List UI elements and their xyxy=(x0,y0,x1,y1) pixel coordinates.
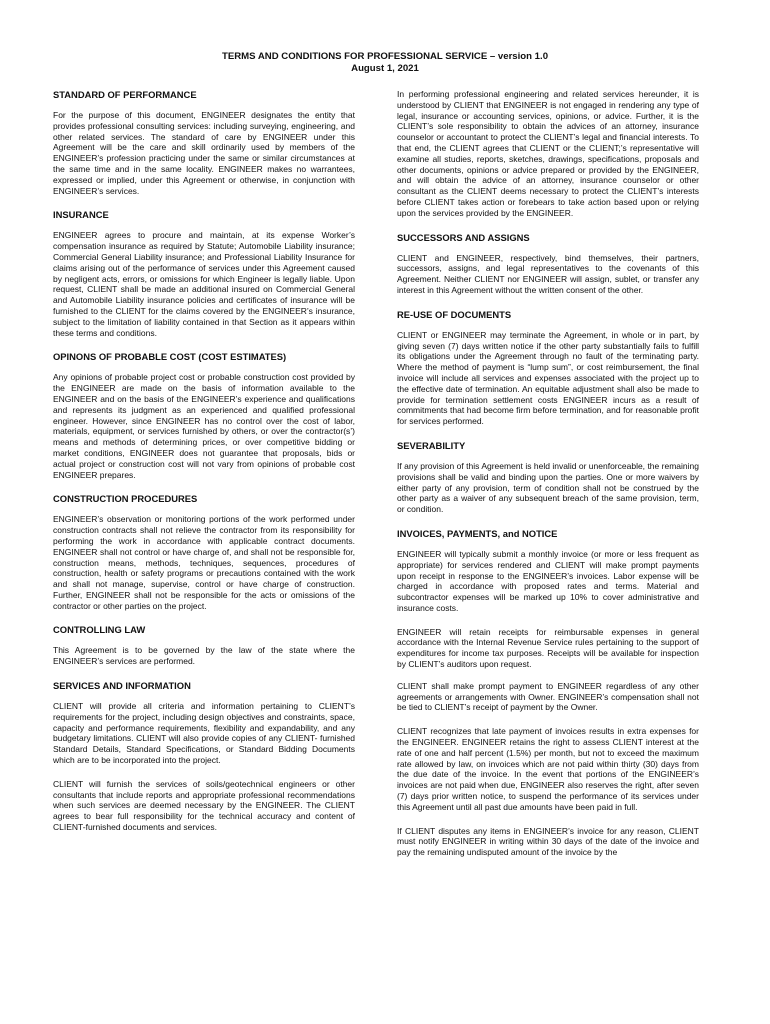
paragraph-cost-estimates: Any opinions of probable project cost or probable construction cost provided by the ENGINEER are made on the basis of information available to the ENGINEER and on the basis of the ENGINEER’s experience and qualifications and represents its judgment as an experienced and qualified professional engineer. However, since ENGINEER has no control over the cost of labor, materials, equipment, or services furnished by others, or over the contractor(s’) means and methods of determining prices, or over competitive bidding or market conditions, ENGINEER does not guarantee that proposals, bids or actual project or construction cost will not vary from opinions of probable cost ENGINEER prepares. xyxy=(53,372,355,480)
left-column xyxy=(53,89,355,846)
paragraph-construction-procedures: ENGINEER’s observation or monitoring portions of the work performed under construction contracts shall not relieve the contractor from its responsibility for performing the work in accordance with applicable contract documents. ENGINEER shall not control or have charge of, and shall not be responsible for, construction means, methods, techniques, sequences, procedures of construction, health or safety programs or precautions contained with the work and shall not manage, supervise, control or have charge of construction. Further, ENGINEER shall not be responsible for the acts or omissions of the contractor or other parties on the project. xyxy=(53,514,355,611)
paragraph-standard-of-performance: For the purpose of this document, ENGINEER designates the entity that provides professional consulting services: including surveying, engineering, and other related services. The standard of care by ENGINEER under this Agreement will be the care and skill ordinarily used by members of the ENGINEER’s profession practicing under the same or similar circumstances at the same time and in the same locality. ENGINEER makes no warrantees, expressed or implied, under this Agreement or otherwise, in conjunction with ENGINEER’s services. xyxy=(53,110,355,196)
paragraph-invoices-2: ENGINEER will retain receipts for reimbursable expenses in general accordance with the Internal Revenue Service rules pertaining to the support of expenditures for income tax purposes. Receipts will be available for inspection by CLIENT’s auditors upon request. xyxy=(397,626,699,670)
section-heading-services-and-information: SERVICES AND INFORMATION xyxy=(53,680,191,692)
section-heading-controlling-law: CONTROLLING LAW xyxy=(53,624,146,636)
paragraph-insurance: ENGINEER agrees to procure and maintain, at its expense Worker’s compensation insurance as required by Statute; Automobile Liability insurance; Commercial General Liability insurance; and Professional Liability Insurance for claims arising out of the performance of services under this Agreement caused by negligent acts, errors, or omissions for which Engineer is legally liable. Upon request, CLIENT shall be made an additional insured on Commercial General and Automobile Liability insurance policies and certificates of insurance will be furnished to the CLIENT for the claims covered by the ENGINEER’s insurance, subject to the limitation of liability contained in that Section as it appears within these terms and conditions. xyxy=(53,230,355,338)
section-heading-severability: SEVERABILITY xyxy=(397,439,466,451)
section-heading-standard-of-performance: STANDARD OF PERFORMANCE xyxy=(53,89,197,100)
section-heading-re-use-of-documents: RE-USE OF DOCUMENTS xyxy=(397,308,512,320)
paragraph-services-and-information-2: CLIENT will furnish the services of soils/geotechnical engineers or other consultants that include reports and appropriate professional recommendations when such services are deemed necessary by the ENGINEER. The CLIENT agrees to bear full responsibility for the technical accuracy and content of CLIENT-furnished documents and services. xyxy=(53,778,355,833)
paragraph-controlling-law: This Agreement is to be governed by the law of the state where the ENGINEER’s services are performed. xyxy=(53,645,355,667)
section-heading-insurance: INSURANCE xyxy=(53,209,109,221)
paragraph-legal-advice: In performing professional engineering and related services hereunder, it is understood by CLIENT that ENGINEER is not engaged in rendering any type of legal, insurance or accounting services, opinions, or advice. Further, it is the CLIENT’s sole responsibility to obtain the advices of an attorney, insurance counselor or accountant to protect the CLIENT’s legal and financial interests. To that end, the CLIENT agrees that CLIENT or the CLIENT;’s representative will examine all studies, reports, sketches, drawings, specifications, proposals and other documents, opinions or advice prepared or provided by the ENGINEER, and will obtain the advice of an attorney, insurance counselor or other consultant as the CLIENT deems necessary to protect the CLIENT’s interests before CLIENT takes action or forebears to take action based upon or relying upon the services provided by the ENGINEER. xyxy=(397,89,699,218)
paragraph-invoices-4: CLIENT recognizes that late payment of invoices results in extra expenses for the ENGINEER. ENGINEER retains the right to assess CLIENT interest at the rate of one and half percent (1.5%) per month, but not to exceed the maximum rate allowed by law, on invoices which are not paid within thirty (30) days from the due date of the invoice. In the event that portions of the ENGINEER’s invoices are not paid when due, ENGINEER also reserves the right, after seven (7) days prior written notice, to suspend the performance of its services under this Agreement until all past due amounts have been paid in full. xyxy=(397,726,699,812)
section-heading-construction-procedures: CONSTRUCTION PROCEDURES xyxy=(53,493,198,505)
document-header xyxy=(0,51,770,75)
document-title: TERMS AND CONDITIONS FOR PROFESSIONAL SERVICE – version 1.0 xyxy=(221,51,549,62)
section-heading-successors-and-assigns: SUCCESSORS AND ASSIGNS xyxy=(397,231,530,243)
paragraph-invoices-1: ENGINEER will typically submit a monthly invoice (or more or less frequent as appropriate) for services rendered and CLIENT will make prompt payments upon receipt in response to the ENGINEER’s invoices. Labor expense will be charged in accordance with proposed rates and terms. Material and subcontractor expenses will be marked up 10% to cover administrative and insurance costs. xyxy=(397,548,699,613)
paragraph-services-and-information-1: CLIENT will provide all criteria and information pertaining to CLIENT’s requirements for the project, including design objectives and constraints, space, capacity and performance requirements, flexibility and expandability, and any budgetary limitations. CLIENT will also provide copies of any CLIENT- furnished Standard Details, Standard Specifications, or Standard Bidding Documents which are to be incorporated into the project. xyxy=(53,701,355,766)
right-column xyxy=(397,89,699,871)
paragraph-re-use-of-documents: CLIENT or ENGINEER may terminate the Agreement, in whole or in part, by giving seven (7) days written notice if the other party substantially fails to fulfill its obligations under the Agreement through no fault of the terminating party. Where the method of payment is “lump sum”, or cost reimbursement, the final invoice will include all services and expenses associated with the project up to the effective date of termination. An equitable adjustment shall also be made to provide for termination settlement costs ENGINEER incurs as a result of commitments that had become firm before termination, and for reasonable profit for services performed. xyxy=(397,329,699,427)
paragraph-invoices-5: If CLIENT disputes any items in ENGINEER’s invoice for any reason, CLIENT must notify ENGINEER in writing within 30 days of the date of the invoice and pay the remaining undisputed amount of the invoice by the xyxy=(397,825,699,858)
paragraph-successors-and-assigns: CLIENT and ENGINEER, respectively, bind themselves, their partners, successors, assigns, and legal representatives to the covenants of this Agreement. Neither CLIENT nor ENGINEER will assign, sublet, or transfer any interest in this Agreement without the written consent of the other. xyxy=(397,252,699,295)
paragraph-invoices-3: CLIENT shall make prompt payment to ENGINEER regardless of any other agreements or arrangements with Owner. ENGINEER’s compensation shall not be tied to CLIENT’s receipt of payment by the Owner. xyxy=(397,680,699,713)
section-heading-cost-estimates: OPINONS OF PROBABLE COST (COST ESTIMATES) xyxy=(53,351,287,363)
document-date: August 1, 2021 xyxy=(351,63,419,74)
section-heading-invoices-payments-notice: INVOICES, PAYMENTS, and NOTICE xyxy=(397,527,558,539)
paragraph-severability: If any provision of this Agreement is held invalid or unenforceable, the remaining provisions shall be valid and binding upon the parties. One or more waivers by either party of any provision, term of condition shall not be construed by the other party as a waiver of any subsequent breach of the same provision, term, or condition. xyxy=(397,460,699,515)
